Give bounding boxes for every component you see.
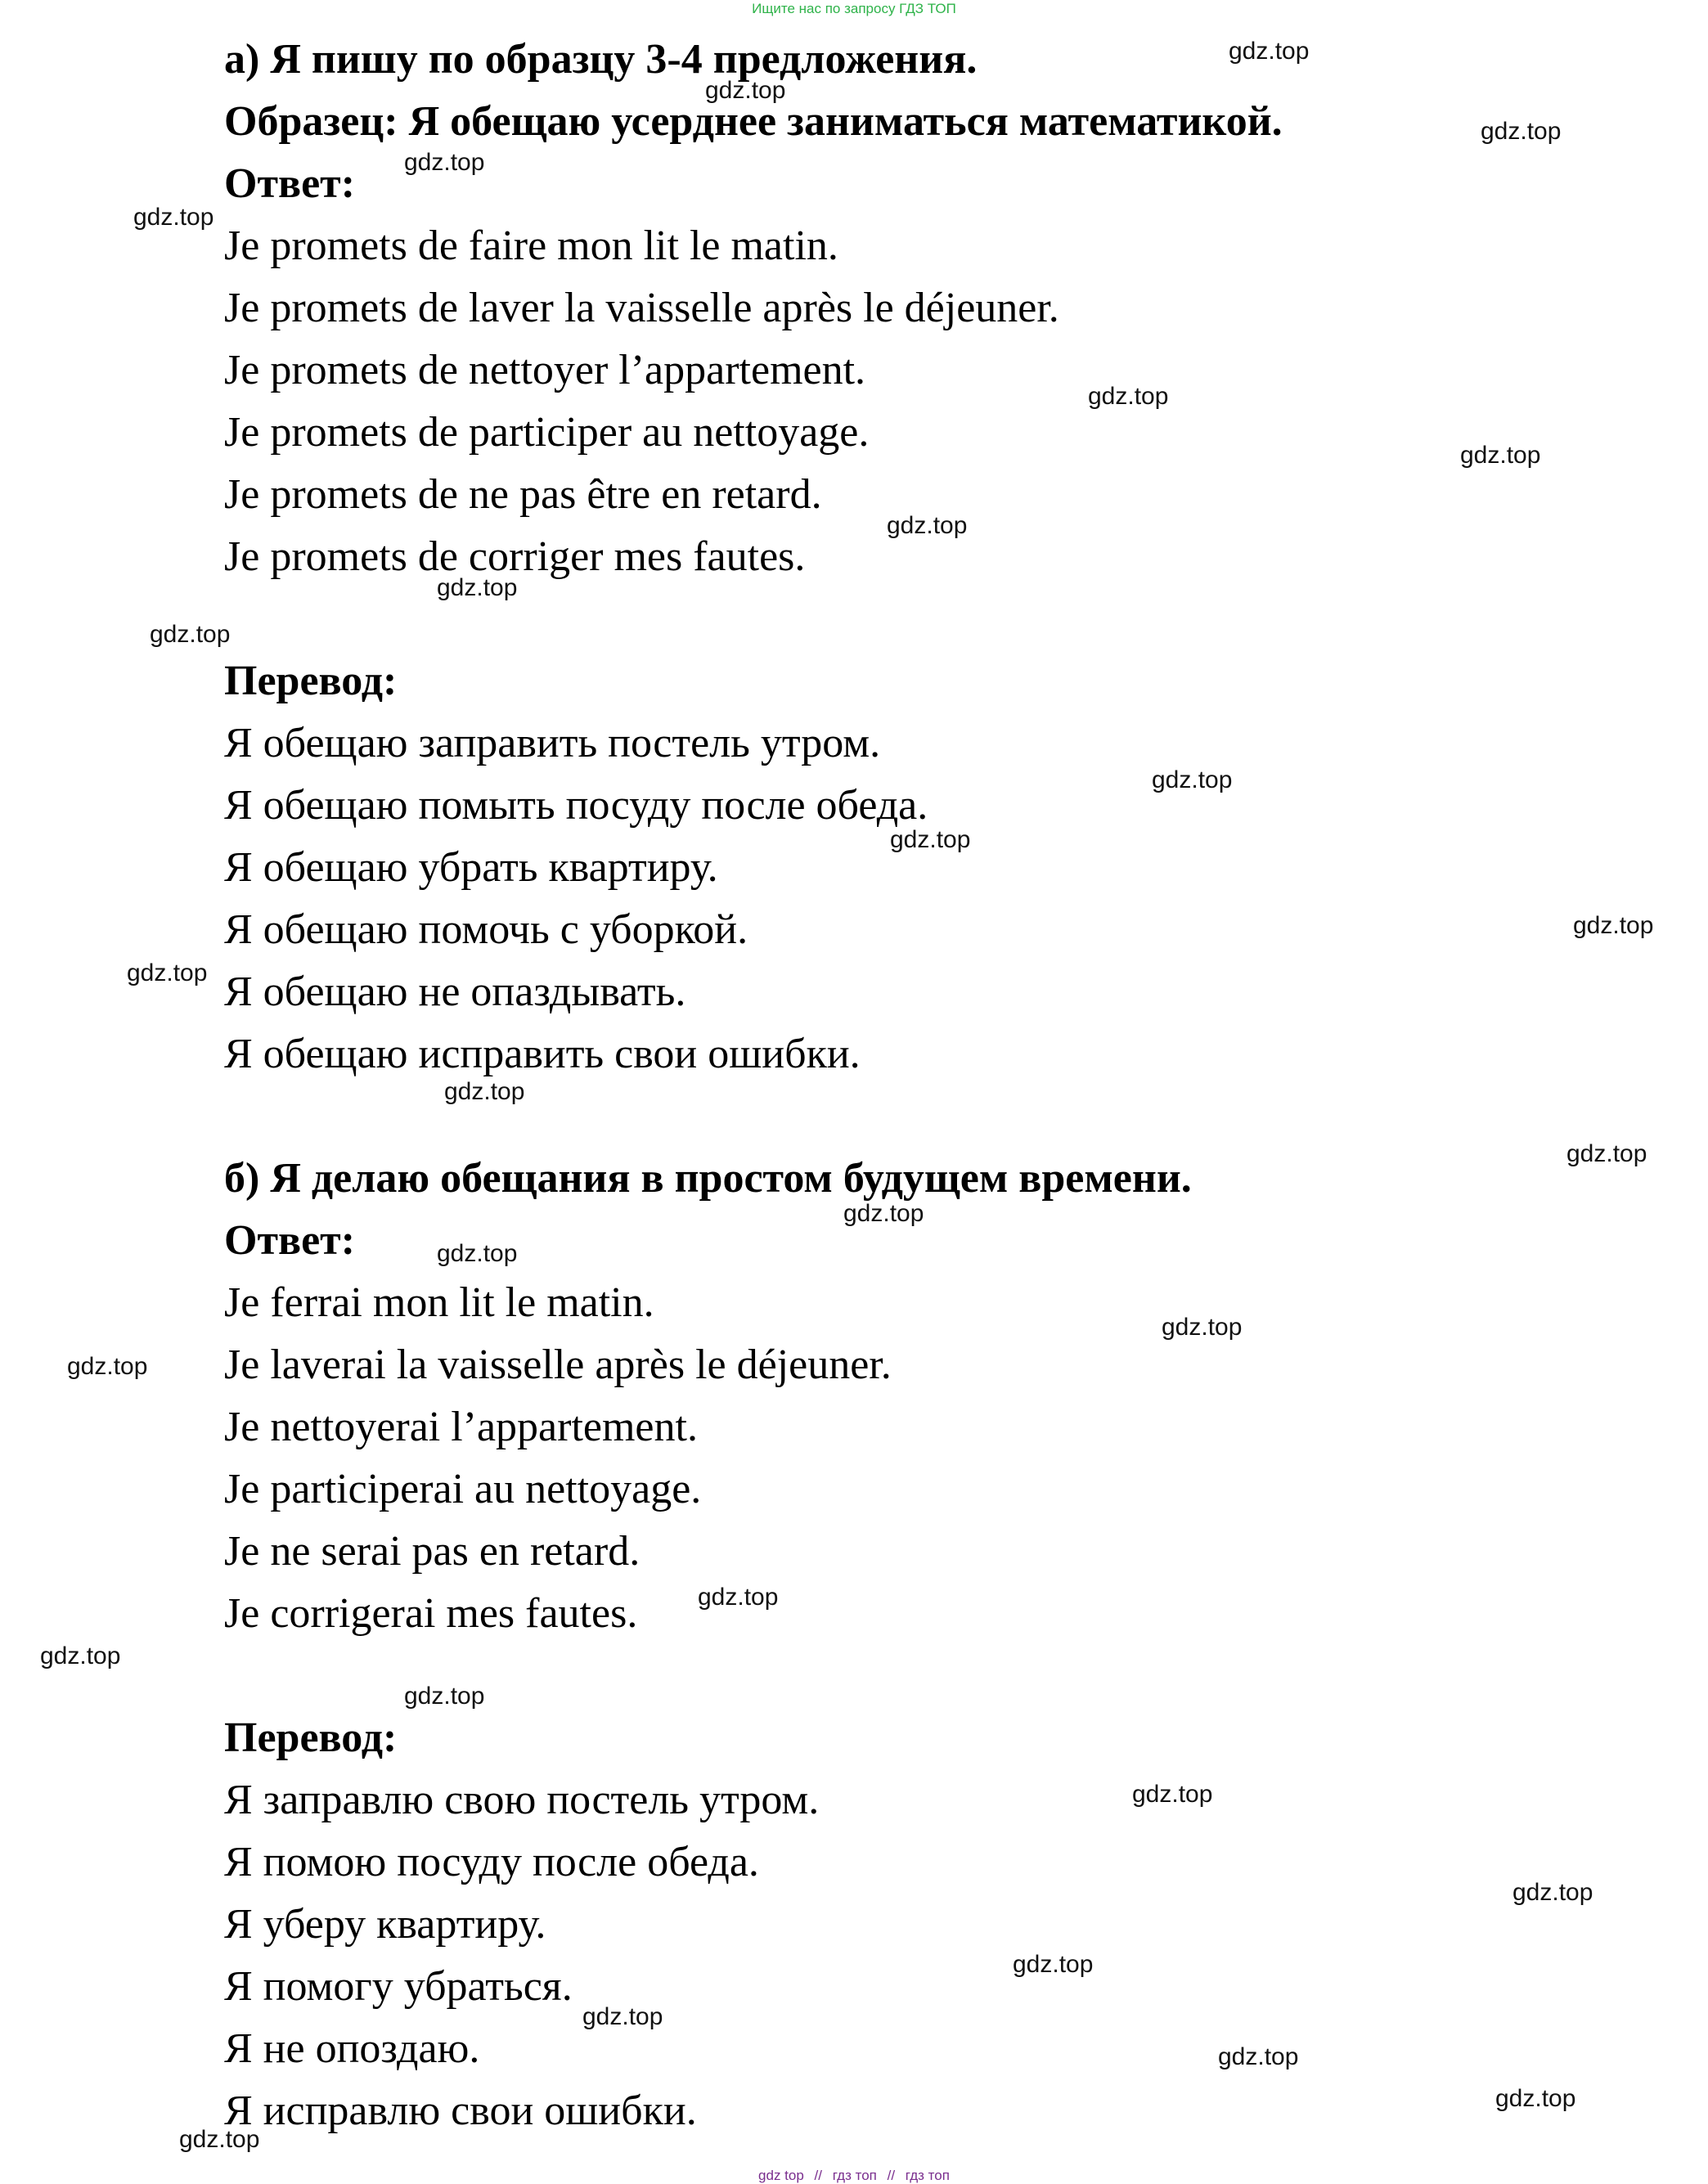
translation-line: Я помогу убраться. — [224, 1963, 573, 2010]
translation-line: Я не опоздаю. — [224, 2025, 480, 2072]
watermark: gdz.top — [705, 77, 786, 104]
answer-line: Je participerai au nettoyage. — [224, 1466, 702, 1512]
translation-line: Я исправлю свои ошибки. — [224, 2087, 697, 2134]
watermark: gdz.top — [150, 621, 231, 648]
answer-line: Je ferrai mon lit le matin. — [224, 1279, 654, 1326]
translation-line: Я обещаю помыть посуду после обеда. — [224, 782, 928, 829]
answer-line: Je promets de ne pas être en retard. — [224, 471, 822, 518]
watermark: gdz.top — [1218, 2043, 1299, 2070]
section-b-answer-label: Ответ: — [224, 1217, 356, 1264]
watermark: gdz.top — [437, 574, 518, 601]
watermark: gdz.top — [890, 826, 971, 853]
section-a-title: а) Я пишу по образцу 3-4 предложения. — [224, 36, 978, 83]
translation-line: Я обещаю не опаздывать. — [224, 968, 686, 1015]
watermark: gdz.top — [404, 1683, 485, 1710]
footer-separator: // — [887, 2168, 896, 2183]
watermark: gdz.top — [444, 1078, 525, 1105]
section-a-sample: Образец: Я обещаю усерднее заниматься математикой. — [224, 98, 1283, 145]
watermark: gdz.top — [887, 512, 968, 539]
watermark: gdz.top — [1512, 1879, 1593, 1906]
watermark: gdz.top — [1162, 1314, 1243, 1341]
watermark: gdz.top — [1573, 912, 1654, 939]
answer-line: Je nettoyerai l’appartement. — [224, 1404, 698, 1450]
section-a-answer-label: Ответ: — [224, 160, 356, 207]
answer-line: Je laverai la vaisselle après le déjeuner. — [224, 1341, 892, 1388]
translation-line: Я уберу квартиру. — [224, 1901, 546, 1948]
watermark: gdz.top — [404, 149, 485, 176]
watermark: gdz.top — [179, 2126, 260, 2153]
footer-item: гдз топ — [832, 2168, 877, 2183]
watermark: gdz.top — [582, 2003, 663, 2030]
watermark: gdz.top — [1013, 1951, 1094, 1978]
watermark: gdz.top — [1460, 442, 1541, 469]
answer-line: Je promets de corriger mes fautes. — [224, 533, 806, 580]
section-a-translation-label: Перевод: — [224, 658, 398, 704]
translation-line: Я помою посуду после обеда. — [224, 1839, 759, 1885]
watermark: gdz.top — [1132, 1781, 1213, 1808]
watermark: gdz.top — [40, 1642, 121, 1669]
watermark: gdz.top — [67, 1353, 148, 1380]
footer-separator: // — [814, 2168, 822, 2183]
answer-line: Je promets de laver la vaisselle après le déjeuner. — [224, 285, 1059, 331]
watermark: gdz.top — [698, 1584, 779, 1611]
footer-item: gdz top — [758, 2168, 804, 2183]
top-banner: Ищите нас по запросу ГДЗ ТОП — [752, 1, 956, 16]
watermark: gdz.top — [1481, 118, 1562, 145]
section-b-translation-label: Перевод: — [224, 1714, 398, 1761]
answer-line: Je ne serai pas en retard. — [224, 1528, 640, 1575]
translation-line: Я обещаю убрать квартиру. — [224, 844, 718, 891]
watermark: gdz.top — [1152, 766, 1233, 793]
watermark: gdz.top — [843, 1200, 924, 1227]
watermark: gdz.top — [1566, 1140, 1647, 1167]
translation-line: Я обещаю исправить свои ошибки. — [224, 1031, 861, 1077]
footer-item: гдз топ — [905, 2168, 950, 2183]
answer-line: Je promets de participer au nettoyage. — [224, 409, 870, 456]
watermark: gdz.top — [1088, 383, 1169, 410]
answer-line: Je corrigerai mes fautes. — [224, 1590, 638, 1637]
answer-line: Je promets de nettoyer l’appartement. — [224, 347, 866, 393]
section-b-title: б) Я делаю обещания в простом будущем времени. — [224, 1155, 1192, 1202]
watermark: gdz.top — [1495, 2085, 1576, 2112]
translation-line: Я обещаю помочь с уборкой. — [224, 906, 748, 953]
translation-line: Я заправлю свою постель утром. — [224, 1777, 820, 1823]
translation-line: Я обещаю заправить постель утром. — [224, 720, 881, 766]
watermark: gdz.top — [133, 204, 214, 231]
footer — [0, 2168, 1708, 2184]
watermark: gdz.top — [127, 959, 208, 986]
answer-line: Je promets de faire mon lit le matin. — [224, 222, 838, 269]
watermark: gdz.top — [437, 1240, 518, 1267]
watermark: gdz.top — [1229, 38, 1310, 65]
